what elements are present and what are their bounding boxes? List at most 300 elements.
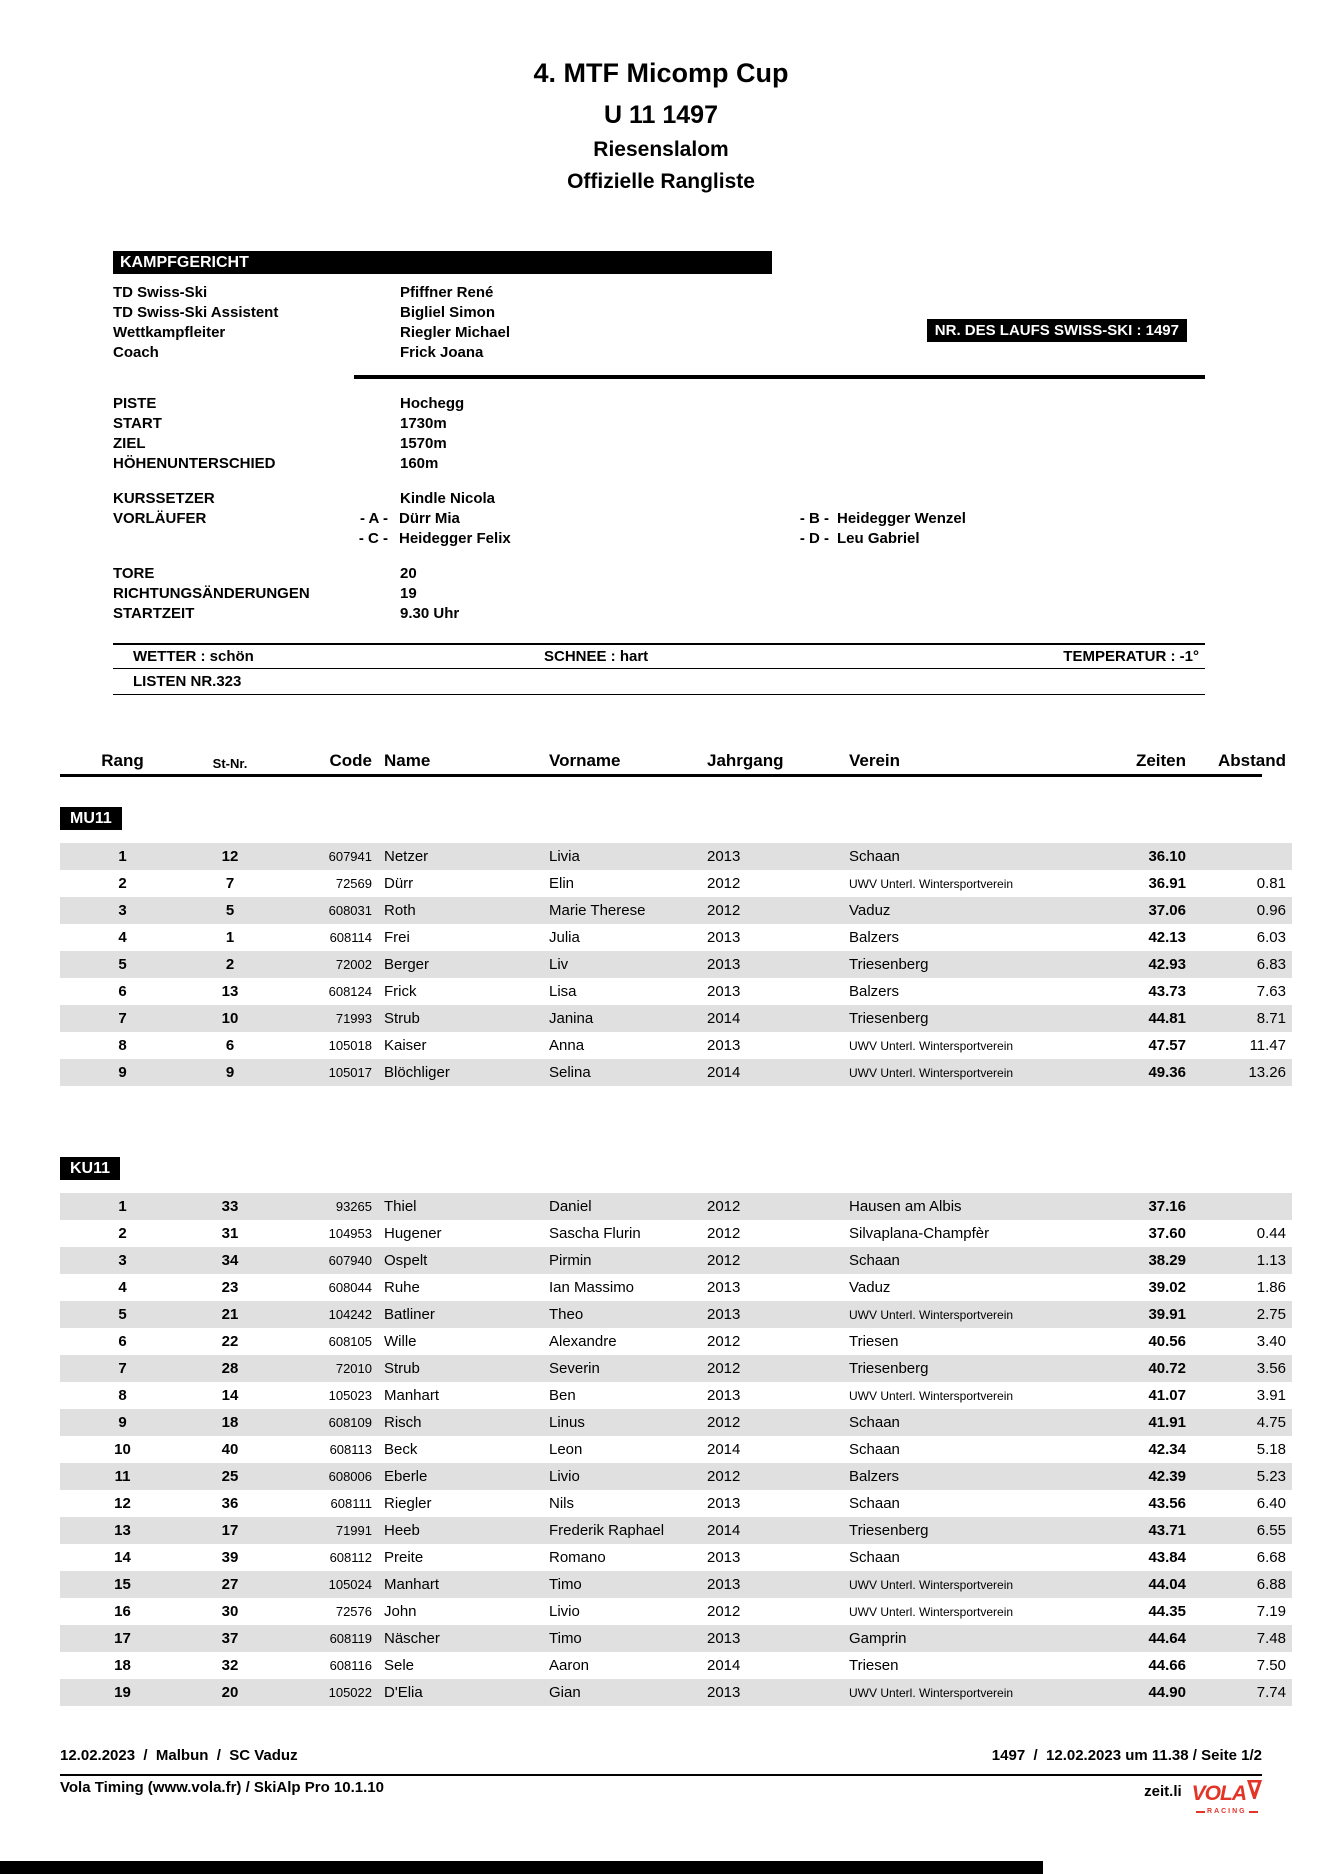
cell-name: Batliner bbox=[384, 1306, 435, 1323]
cell-abst: 1.86 bbox=[1256, 1279, 1286, 1296]
cell-jahr: 2013 bbox=[707, 848, 741, 865]
cell-rang: 7 bbox=[118, 1010, 127, 1027]
jury-role: Coach bbox=[113, 344, 159, 361]
cell-jahr: 2013 bbox=[707, 1306, 741, 1323]
cell-code: 105024 bbox=[328, 1577, 372, 1592]
category-badge: KU11 bbox=[60, 1157, 120, 1180]
jury-name: Pfiffner René bbox=[400, 284, 494, 301]
conditions-section bbox=[113, 643, 1205, 695]
cell-name: Manhart bbox=[384, 1576, 440, 1593]
cell-vorname: Ian Massimo bbox=[549, 1279, 635, 1296]
cell-stnr: 18 bbox=[221, 1414, 239, 1431]
table-row bbox=[60, 1409, 1292, 1436]
table-row bbox=[60, 1193, 1292, 1220]
cell-rang: 1 bbox=[118, 848, 127, 865]
cell-code: 608114 bbox=[329, 930, 372, 945]
cell-code: 104953 bbox=[328, 1226, 372, 1241]
course-label: START bbox=[113, 415, 162, 432]
course-row bbox=[113, 454, 1262, 474]
forerunner-label: VORLÄUFER bbox=[113, 510, 207, 527]
gates-section bbox=[60, 564, 1262, 624]
cell-stnr: 39 bbox=[221, 1549, 239, 1566]
footer-meta-row bbox=[60, 1748, 1262, 1764]
cell-code: 72002 bbox=[335, 957, 372, 972]
cell-zeit: 41.91 bbox=[1148, 1414, 1186, 1431]
cell-zeit: 43.71 bbox=[1148, 1522, 1186, 1539]
cell-stnr: 22 bbox=[221, 1333, 239, 1350]
cell-zeit: 42.93 bbox=[1148, 956, 1186, 973]
cell-rang: 10 bbox=[114, 1441, 131, 1458]
cell-jahr: 2013 bbox=[707, 1387, 741, 1404]
vola-logo-text: VOLA bbox=[1191, 1782, 1246, 1805]
cell-code: 71991 bbox=[335, 1523, 372, 1538]
cell-stnr: 21 bbox=[221, 1306, 239, 1323]
cell-verein: Vaduz bbox=[849, 1279, 891, 1296]
cell-jahr: 2013 bbox=[707, 983, 741, 1000]
cell-abst: 8.71 bbox=[1256, 1010, 1286, 1027]
cell-code: 72576 bbox=[335, 1604, 372, 1619]
cell-verein: Vaduz bbox=[849, 902, 891, 919]
cell-stnr: 1 bbox=[225, 929, 235, 946]
cell-name: Kaiser bbox=[384, 1037, 427, 1054]
table-row bbox=[60, 897, 1292, 924]
cell-code: 608116 bbox=[329, 1658, 372, 1673]
cell-jahr: 2013 bbox=[707, 1549, 741, 1566]
cell-vorname: Romano bbox=[549, 1549, 606, 1566]
cell-rang: 18 bbox=[114, 1657, 131, 1674]
gates-value: 9.30 Uhr bbox=[400, 605, 460, 622]
cell-rang: 2 bbox=[118, 875, 127, 892]
cell-stnr: 5 bbox=[225, 902, 235, 919]
header-rule bbox=[60, 774, 1262, 777]
table-row bbox=[60, 1032, 1292, 1059]
gates-row bbox=[113, 564, 1262, 584]
footer-software-info: Vola Timing (www.vola.fr) / SkiAlp Pro 10.1.10 bbox=[60, 1779, 384, 1796]
course-row bbox=[113, 434, 1262, 454]
cell-name: Beck bbox=[384, 1441, 418, 1458]
cell-name: Wille bbox=[384, 1333, 417, 1350]
cell-stnr: 37 bbox=[221, 1630, 239, 1647]
cell-abst: 7.48 bbox=[1256, 1630, 1286, 1647]
cell-code: 607940 bbox=[328, 1253, 372, 1268]
cell-jahr: 2013 bbox=[707, 929, 741, 946]
course-row bbox=[113, 414, 1262, 434]
cell-vorname: Anna bbox=[549, 1037, 585, 1054]
cell-rang: 13 bbox=[114, 1522, 131, 1539]
table-row bbox=[60, 1059, 1292, 1086]
cell-jahr: 2014 bbox=[707, 1010, 741, 1027]
jury-member-row bbox=[113, 343, 1262, 363]
footer bbox=[60, 1748, 1262, 1815]
table-row bbox=[60, 1436, 1292, 1463]
gates-label: RICHTUNGSÄNDERUNGEN bbox=[113, 585, 310, 602]
cell-name: Risch bbox=[384, 1414, 422, 1431]
col-vorname: Vorname bbox=[549, 751, 621, 770]
cell-name: Strub bbox=[384, 1010, 420, 1027]
gates-row bbox=[113, 584, 1262, 604]
cell-abst bbox=[1186, 843, 1292, 870]
cell-verein: Gamprin bbox=[849, 1630, 907, 1647]
discipline-title: Riesenslalom bbox=[593, 138, 729, 161]
course-section bbox=[60, 394, 1262, 474]
jury-name: Bigliel Simon bbox=[400, 304, 496, 321]
cell-verein: UWV Unterl. Wintersportverein bbox=[849, 1307, 1014, 1322]
table-row bbox=[60, 1517, 1292, 1544]
cell-zeit: 44.81 bbox=[1148, 1010, 1186, 1027]
forerunner-mark: - C - bbox=[358, 530, 388, 547]
cell-name: Preite bbox=[384, 1549, 424, 1566]
cell-rang: 3 bbox=[118, 902, 127, 919]
cell-vorname: Alexandre bbox=[549, 1333, 617, 1350]
table-row bbox=[60, 1247, 1292, 1274]
cell-stnr: 25 bbox=[221, 1468, 239, 1485]
cell-verein: Triesen bbox=[849, 1657, 899, 1674]
event-title: 4. MTF Micomp Cup bbox=[533, 58, 789, 88]
cell-zeit: 37.06 bbox=[1148, 902, 1186, 919]
cell-stnr: 20 bbox=[221, 1684, 239, 1701]
cell-abst: 13.26 bbox=[1248, 1064, 1286, 1081]
result-group-ku11 bbox=[60, 1157, 1286, 1706]
cell-abst: 11.47 bbox=[1249, 1037, 1286, 1054]
cell-abst: 7.74 bbox=[1256, 1684, 1286, 1701]
cell-rang: 16 bbox=[114, 1603, 131, 1620]
cell-jahr: 2012 bbox=[707, 1360, 741, 1377]
cell-rang: 5 bbox=[118, 1306, 127, 1323]
table-row bbox=[60, 1571, 1292, 1598]
cell-code: 608044 bbox=[328, 1280, 372, 1295]
cell-zeit: 42.39 bbox=[1148, 1468, 1186, 1485]
cell-name: Berger bbox=[384, 956, 430, 973]
footer-page-info: 1497 / 12.02.2023 um 11.38 / Seite 1/2 bbox=[991, 1747, 1262, 1764]
category-badge: MU11 bbox=[60, 807, 122, 830]
cell-name: Sele bbox=[384, 1657, 415, 1674]
cell-zeit: 36.10 bbox=[1148, 848, 1186, 865]
cell-vorname: Daniel bbox=[549, 1198, 592, 1215]
list-number-row bbox=[113, 669, 1205, 694]
cell-verein: UWV Unterl. Wintersportverein bbox=[849, 1038, 1014, 1053]
course-value: 1730m bbox=[400, 415, 447, 432]
cell-verein: Triesen bbox=[849, 1333, 899, 1350]
title-block bbox=[60, 0, 1262, 194]
cell-rang: 2 bbox=[118, 1225, 127, 1242]
cell-jahr: 2014 bbox=[707, 1657, 741, 1674]
cell-rang: 4 bbox=[118, 929, 127, 946]
cell-verein: Schaan bbox=[849, 1414, 900, 1431]
cell-code: 608109 bbox=[328, 1415, 372, 1430]
cell-rang: 7 bbox=[118, 1360, 127, 1377]
forerunner-mark: - A - bbox=[359, 510, 388, 527]
cell-rang: 9 bbox=[118, 1064, 127, 1081]
cell-abst: 6.83 bbox=[1256, 956, 1286, 973]
cell-stnr: 23 bbox=[221, 1279, 239, 1296]
cell-rang: 8 bbox=[118, 1037, 127, 1054]
cell-zeit: 39.02 bbox=[1148, 1279, 1186, 1296]
cell-abst: 5.23 bbox=[1256, 1468, 1286, 1485]
cell-abst: 3.40 bbox=[1256, 1333, 1286, 1350]
gates-row bbox=[113, 604, 1262, 624]
cell-rang: 5 bbox=[118, 956, 127, 973]
cell-rang: 8 bbox=[118, 1387, 127, 1404]
cell-verein: UWV Unterl. Wintersportverein bbox=[849, 1065, 1014, 1080]
table-row bbox=[60, 1274, 1292, 1301]
cell-verein: Balzers bbox=[849, 983, 900, 1000]
cell-code: 105022 bbox=[328, 1685, 372, 1700]
cell-stnr: 28 bbox=[221, 1360, 239, 1377]
cell-abst: 6.40 bbox=[1256, 1495, 1286, 1512]
forerunner-row bbox=[113, 509, 1262, 529]
cell-stnr: 27 bbox=[221, 1576, 239, 1593]
cell-stnr: 2 bbox=[225, 956, 235, 973]
cell-vorname: Liv bbox=[549, 956, 569, 973]
cell-abst: 1.13 bbox=[1256, 1252, 1286, 1269]
cell-rang: 9 bbox=[118, 1414, 127, 1431]
cell-stnr: 6 bbox=[225, 1037, 235, 1054]
cell-rang: 12 bbox=[114, 1495, 131, 1512]
cell-code: 72010 bbox=[335, 1361, 372, 1376]
cell-jahr: 2013 bbox=[707, 1684, 741, 1701]
cell-zeit: 44.66 bbox=[1148, 1657, 1186, 1674]
cell-jahr: 2013 bbox=[707, 956, 741, 973]
cell-verein: Silvaplana-Champfèr bbox=[849, 1225, 990, 1242]
footer-brand bbox=[1144, 1780, 1262, 1815]
table-row bbox=[60, 1544, 1292, 1571]
cell-abst: 7.50 bbox=[1256, 1657, 1286, 1674]
cell-verein: Balzers bbox=[849, 1468, 900, 1485]
cell-verein: Hausen am Albis bbox=[849, 1198, 962, 1215]
table-row bbox=[60, 1652, 1292, 1679]
cell-zeit: 44.35 bbox=[1148, 1603, 1186, 1620]
cell-rang: 6 bbox=[118, 1333, 127, 1350]
cell-verein: Triesenberg bbox=[849, 1360, 929, 1377]
cell-vorname: Julia bbox=[549, 929, 580, 946]
cell-abst bbox=[1186, 1193, 1292, 1220]
cell-abst: 4.75 bbox=[1256, 1414, 1286, 1431]
result-group-mu11 bbox=[60, 807, 1286, 1086]
cell-vorname: Linus bbox=[549, 1414, 585, 1431]
cell-name: Roth bbox=[384, 902, 416, 919]
cell-zeit: 36.91 bbox=[1148, 875, 1186, 892]
results-table bbox=[60, 1193, 1292, 1706]
cell-name: Blöchliger bbox=[384, 1064, 450, 1081]
coursesetter-label: KURSSETZER bbox=[113, 490, 215, 507]
table-row bbox=[60, 1382, 1292, 1409]
zeitli-label: zeit.li bbox=[1144, 1783, 1182, 1800]
cell-vorname: Leon bbox=[549, 1441, 583, 1458]
cell-vorname: Timo bbox=[549, 1630, 582, 1647]
weather-value: WETTER : schön bbox=[133, 648, 254, 665]
cell-code: 608119 bbox=[329, 1631, 372, 1646]
cell-zeit: 40.56 bbox=[1148, 1333, 1186, 1350]
cell-jahr: 2013 bbox=[707, 1630, 741, 1647]
cell-jahr: 2012 bbox=[707, 1198, 741, 1215]
list-type-title: Offizielle Rangliste bbox=[567, 170, 755, 193]
coursesetter-section bbox=[60, 489, 1262, 549]
next-page-edge bbox=[0, 1861, 1043, 1874]
cell-zeit: 41.07 bbox=[1148, 1387, 1186, 1404]
table-row bbox=[60, 1625, 1292, 1652]
cell-verein: Schaan bbox=[849, 1441, 900, 1458]
cell-code: 608031 bbox=[328, 903, 372, 918]
cell-zeit: 42.13 bbox=[1148, 929, 1186, 946]
footer-brand-row bbox=[60, 1780, 1262, 1815]
cell-jahr: 2012 bbox=[707, 1414, 741, 1431]
section-divider bbox=[354, 375, 1205, 379]
cell-code: 71993 bbox=[335, 1011, 372, 1026]
cell-zeit: 37.16 bbox=[1148, 1198, 1186, 1215]
table-row bbox=[60, 1598, 1292, 1625]
header-row bbox=[60, 751, 1292, 771]
cell-verein: UWV Unterl. Wintersportverein bbox=[849, 1604, 1014, 1619]
cell-verein: Schaan bbox=[849, 848, 900, 865]
snow-value: SCHNEE : hart bbox=[544, 648, 649, 665]
cell-verein: Triesenberg bbox=[849, 1010, 929, 1027]
coursesetter-name: Kindle Nicola bbox=[400, 490, 496, 507]
cell-zeit: 44.90 bbox=[1148, 1684, 1186, 1701]
forerunner-row bbox=[113, 529, 1262, 549]
cell-stnr: 17 bbox=[221, 1522, 239, 1539]
cell-name: John bbox=[384, 1603, 417, 1620]
cell-name: D'Elia bbox=[384, 1684, 423, 1701]
cell-verein: UWV Unterl. Wintersportverein bbox=[849, 1685, 1014, 1700]
course-label: HÖHENUNTERSCHIED bbox=[113, 455, 276, 472]
table-row bbox=[60, 1005, 1292, 1032]
cell-jahr: 2013 bbox=[707, 1576, 741, 1593]
table-row bbox=[60, 951, 1292, 978]
cell-jahr: 2012 bbox=[707, 1225, 741, 1242]
cell-name: Ruhe bbox=[384, 1279, 420, 1296]
cell-zeit: 40.72 bbox=[1148, 1360, 1186, 1377]
vola-flag-icon bbox=[1247, 1780, 1262, 1807]
cell-stnr: 10 bbox=[221, 1010, 239, 1027]
cell-abst: 0.44 bbox=[1256, 1225, 1286, 1242]
cell-abst: 7.63 bbox=[1256, 983, 1286, 1000]
cell-verein: UWV Unterl. Wintersportverein bbox=[849, 1577, 1014, 1592]
cell-vorname: Frederik Raphael bbox=[549, 1522, 665, 1539]
cell-vorname: Ben bbox=[549, 1387, 576, 1404]
cell-verein: UWV Unterl. Wintersportverein bbox=[849, 876, 1014, 891]
cell-verein: Balzers bbox=[849, 929, 900, 946]
cell-rang: 17 bbox=[114, 1630, 131, 1647]
cell-zeit: 43.84 bbox=[1148, 1549, 1186, 1566]
cell-code: 608113 bbox=[329, 1442, 372, 1457]
course-row bbox=[113, 394, 1262, 414]
cell-rang: 6 bbox=[118, 983, 127, 1000]
cell-abst: 0.96 bbox=[1256, 902, 1286, 919]
cell-abst: 2.75 bbox=[1256, 1306, 1286, 1323]
cell-zeit: 49.36 bbox=[1148, 1064, 1186, 1081]
cell-vorname: Theo bbox=[549, 1306, 584, 1323]
cell-stnr: 31 bbox=[221, 1225, 239, 1242]
footer-event-info: 12.02.2023 / Malbun / SC Vaduz bbox=[60, 1747, 298, 1764]
cell-vorname: Elin bbox=[549, 875, 575, 892]
jury-section bbox=[60, 251, 1262, 363]
cell-zeit: 44.64 bbox=[1148, 1630, 1186, 1647]
cell-zeit: 38.29 bbox=[1148, 1252, 1186, 1269]
cell-code: 608006 bbox=[328, 1469, 372, 1484]
cell-jahr: 2012 bbox=[707, 1468, 741, 1485]
cell-vorname: Livio bbox=[549, 1603, 580, 1620]
col-verein: Verein bbox=[849, 751, 901, 770]
cell-code: 104242 bbox=[328, 1307, 372, 1322]
cell-code: 105023 bbox=[328, 1388, 372, 1403]
cell-jahr: 2014 bbox=[707, 1522, 741, 1539]
cell-abst: 0.81 bbox=[1256, 875, 1286, 892]
table-row bbox=[60, 870, 1292, 897]
forerunner-label-spacer bbox=[113, 529, 332, 549]
vola-racing-logo bbox=[1192, 1780, 1262, 1815]
cell-stnr: 33 bbox=[221, 1198, 239, 1215]
race-number-box: NR. DES LAUFS SWISS-SKI : 1497 bbox=[927, 319, 1187, 342]
col-jahrgang: Jahrgang bbox=[707, 751, 784, 770]
jury-role: TD Swiss-Ski Assistent bbox=[113, 304, 279, 321]
cell-code: 607941 bbox=[328, 849, 372, 864]
results-column-header bbox=[60, 751, 1292, 771]
course-label: ZIEL bbox=[113, 435, 146, 452]
cell-jahr: 2013 bbox=[707, 1279, 741, 1296]
table-row bbox=[60, 1355, 1292, 1382]
cell-verein: UWV Unterl. Wintersportverein bbox=[849, 1388, 1014, 1403]
gates-label: STARTZEIT bbox=[113, 605, 195, 622]
cell-code: 72569 bbox=[335, 876, 372, 891]
vola-logo-top bbox=[1192, 1780, 1262, 1807]
cell-jahr: 2012 bbox=[707, 1603, 741, 1620]
cell-vorname: Severin bbox=[549, 1360, 600, 1377]
col-stnr: St-Nr. bbox=[212, 756, 248, 771]
jury-role: TD Swiss-Ski bbox=[113, 284, 208, 301]
cell-jahr: 2012 bbox=[707, 875, 741, 892]
table-row bbox=[60, 1328, 1292, 1355]
results-table bbox=[60, 843, 1292, 1086]
table-row bbox=[60, 1220, 1292, 1247]
cell-vorname: Aaron bbox=[549, 1657, 590, 1674]
course-value: Hochegg bbox=[400, 395, 465, 412]
cell-name: Frei bbox=[384, 929, 410, 946]
cell-abst: 6.88 bbox=[1256, 1576, 1286, 1593]
weather-row bbox=[113, 645, 1205, 668]
cell-vorname: Marie Therese bbox=[549, 902, 646, 919]
cell-name: Thiel bbox=[384, 1198, 417, 1215]
cell-zeit: 44.04 bbox=[1148, 1576, 1186, 1593]
cell-vorname: Livio bbox=[549, 1468, 580, 1485]
category-title: U 11 1497 bbox=[604, 101, 718, 129]
cell-name: Dürr bbox=[384, 875, 414, 892]
cell-stnr: 7 bbox=[225, 875, 235, 892]
cell-zeit: 43.56 bbox=[1148, 1495, 1186, 1512]
forerunner-mark: - D - bbox=[799, 530, 829, 547]
cell-zeit: 47.57 bbox=[1148, 1037, 1186, 1054]
gates-value: 20 bbox=[400, 565, 417, 582]
cell-stnr: 14 bbox=[221, 1387, 239, 1404]
cell-zeit: 37.60 bbox=[1148, 1225, 1186, 1242]
col-abstand: Abstand bbox=[1218, 751, 1286, 770]
cell-vorname: Livia bbox=[549, 848, 580, 865]
table-row bbox=[60, 924, 1292, 951]
cell-name: Eberle bbox=[384, 1468, 428, 1485]
jury-name: Riegler Michael bbox=[400, 324, 511, 341]
cell-code: 608111 bbox=[330, 1496, 372, 1511]
cell-rang: 1 bbox=[118, 1198, 127, 1215]
cell-vorname: Selina bbox=[549, 1064, 591, 1081]
col-rang: Rang bbox=[101, 751, 144, 770]
cell-abst: 6.55 bbox=[1256, 1522, 1286, 1539]
col-name: Name bbox=[384, 751, 431, 770]
cell-vorname: Pirmin bbox=[549, 1252, 592, 1269]
col-zeiten: Zeiten bbox=[1135, 751, 1186, 770]
cell-name: Heeb bbox=[384, 1522, 420, 1539]
cell-stnr: 9 bbox=[225, 1064, 235, 1081]
cell-jahr: 2013 bbox=[707, 1495, 741, 1512]
cell-stnr: 34 bbox=[221, 1252, 239, 1269]
